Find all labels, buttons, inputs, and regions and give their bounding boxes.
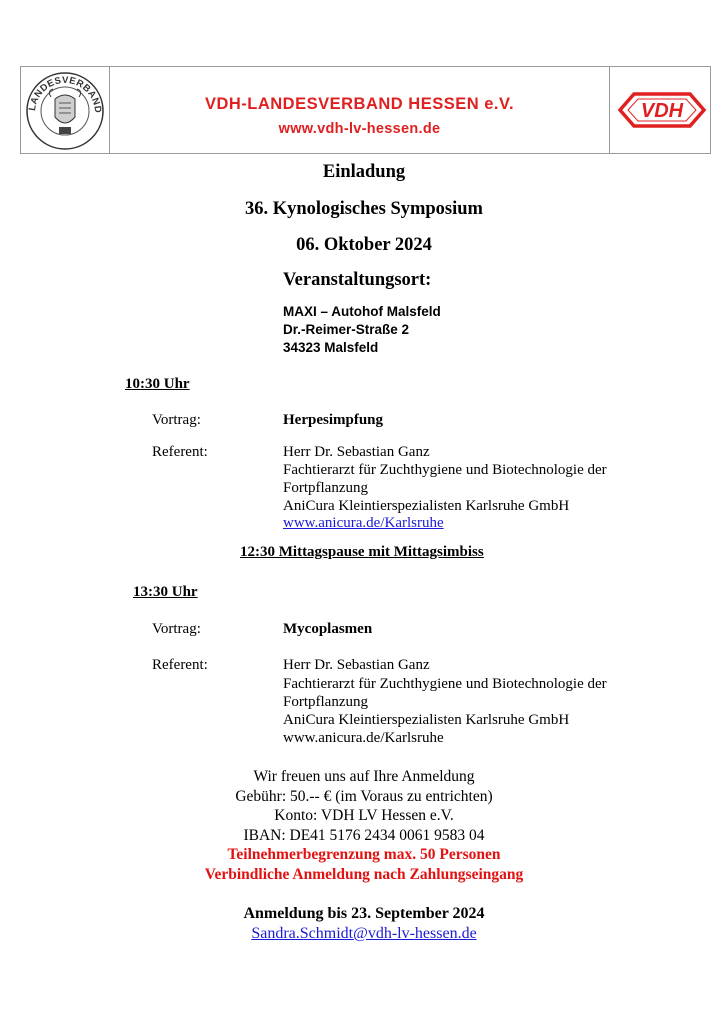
venue-line-2: Dr.-Reimer-Straße 2 [283,322,410,337]
footer-line: Konto: VDH LV Hessen e.V. [274,807,454,824]
session1-talk-label: Vortrag: [152,412,201,428]
letterhead-center [109,67,610,153]
session1-speaker-line: AniCura Kleintierspezialisten Karlsruhe GmbH [283,498,570,514]
invitation-heading: Einladung [322,162,406,182]
seal-text: LANDESVERBAND [27,74,104,114]
participant-limit-notice: Teilnehmerbegrenzung max. 50 Personen [227,846,501,863]
session2-time: 13:30 Uhr [133,584,198,600]
session1-time: 10:30 Uhr [125,376,190,392]
organization-name: VDH-LANDESVERBAND HESSEN e.V. [204,95,515,113]
session1-talk-title: Herpesimpfung [283,412,384,428]
registration-notice: Verbindliche Anmeldung nach Zahlungseingang [204,866,524,883]
footer-line: Gebühr: 50.-- € (im Voraus zu entrichten) [235,788,493,805]
contact-email-link[interactable]: Sandra.Schmidt@vdh-lv-hessen.de [251,925,477,942]
session1-speaker-line: Fortpflanzung [283,480,368,496]
lv-hessen-seal [21,67,110,153]
session2-speaker-line: AniCura Kleintierspezialisten Karlsruhe GmbH [283,712,570,728]
session1-speaker-line: Fachtierarzt für Zuchthygiene und Biotechnologie der [283,462,607,478]
session1-speaker-line: Herr Dr. Sebastian Ganz [283,444,430,460]
session2-speaker-line: Herr Dr. Sebastian Ganz [283,657,430,673]
event-title: 36. Kynologisches Symposium [245,199,483,219]
session2-talk-title: Mycoplasmen [283,621,373,637]
venue-line-3: 34323 Malsfeld [283,340,379,355]
session1-website-link[interactable]: www.anicura.de/Karlsruhe [283,515,444,531]
lunch-break: 12:30 Mittagspause mit Mittagsimbiss [240,544,484,560]
session1-speaker-label: Referent: [152,444,208,460]
registration-deadline: Anmeldung bis 23. September 2024 [243,905,485,922]
footer-line: IBAN: DE41 5176 2434 0061 9583 04 [243,827,485,844]
venue-label: Veranstaltungsort: [283,270,432,290]
session2-speaker-line: Fortpflanzung [283,694,368,710]
session2-speaker-line: www.anicura.de/Karlsruhe [283,730,444,746]
session2-speaker-line: Fachtierarzt für Zuchthygiene und Biotechnologie der [283,676,607,692]
session2-talk-label: Vortrag: [152,621,201,637]
vdh-logo [609,67,710,153]
venue-line-1: MAXI – Autohof Malsfeld [283,304,441,319]
footer-line: Wir freuen uns auf Ihre Anmeldung [253,768,475,785]
event-date: 06. Oktober 2024 [296,235,432,255]
organization-url[interactable]: www.vdh-lv-hessen.de [278,121,441,137]
session2-speaker-label: Referent: [152,657,208,673]
vdh-logo-icon [610,67,710,153]
seal-logo-icon [21,67,109,153]
vdh-logo-text: VDH [640,100,684,122]
letterhead [20,66,711,154]
